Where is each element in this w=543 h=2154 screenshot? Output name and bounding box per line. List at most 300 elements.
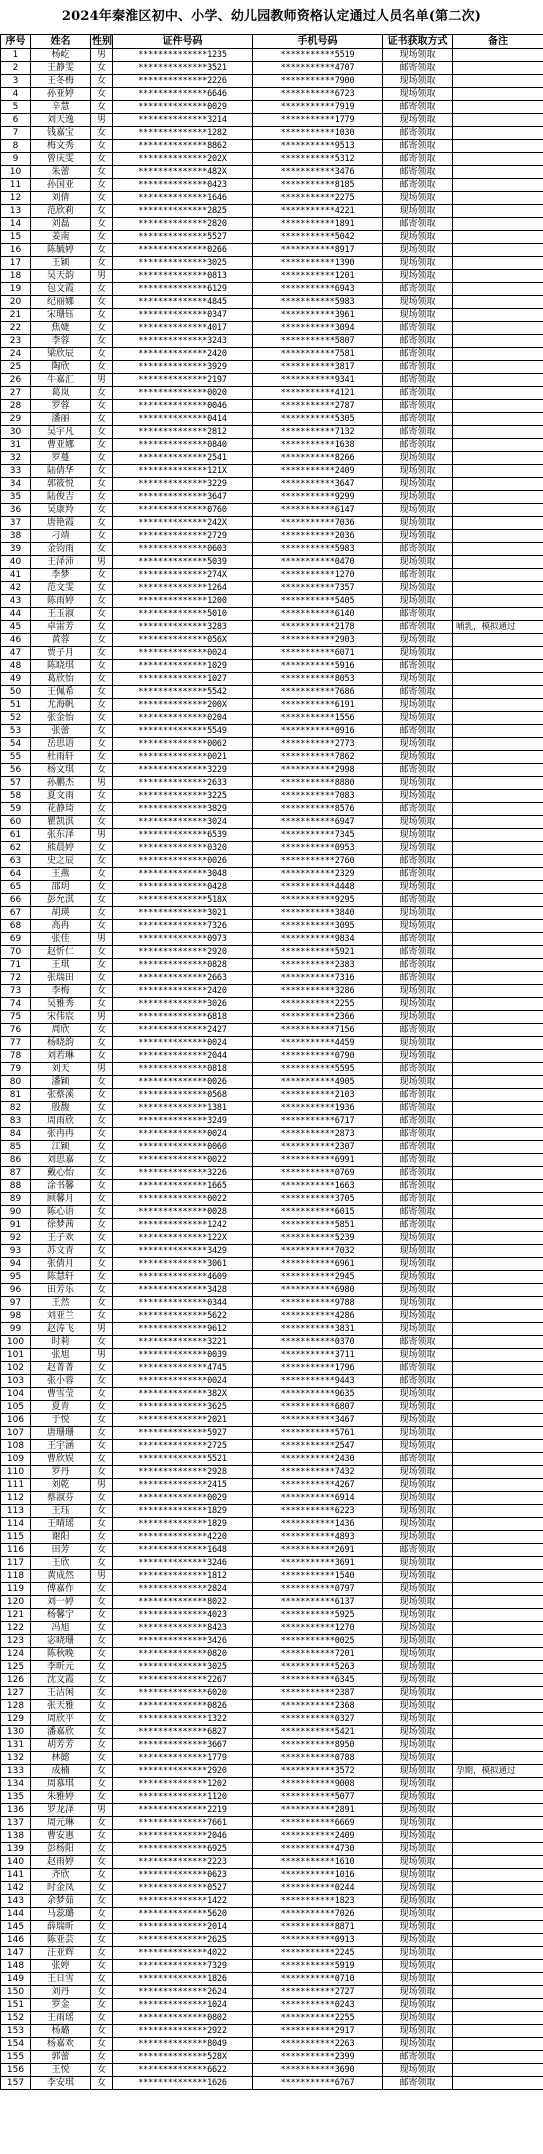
table-row [1, 543, 543, 556]
remarks [453, 387, 543, 400]
id-number: **************0026 [113, 855, 253, 868]
id-number: **************3929 [113, 361, 253, 374]
table-row [1, 1219, 543, 1232]
remarks [453, 1115, 543, 1128]
certificate-method: 现场领取 [383, 1297, 453, 1310]
certificate-method: 现场领取 [383, 1778, 453, 1791]
certificate-method: 现场领取 [383, 270, 453, 283]
row-index: 29 [1, 413, 31, 426]
row-index: 19 [1, 283, 31, 296]
person-name: 李安琪 [31, 2077, 91, 2090]
certificate-method: 现场领取 [383, 2038, 453, 2051]
gender: 女 [91, 1440, 113, 1453]
row-index: 133 [1, 1765, 31, 1778]
row-index: 69 [1, 933, 31, 946]
person-name: 时莉 [31, 1336, 91, 1349]
id-number: **************2046 [113, 1830, 253, 1843]
phone-number: ***********1823 [253, 1895, 383, 1908]
id-number: **************0024 [113, 1037, 253, 1050]
remarks [453, 1830, 543, 1843]
certificate-method: 现场领取 [383, 881, 453, 894]
row-index: 16 [1, 244, 31, 257]
person-name: 张蔡溪 [31, 1089, 91, 1102]
row-index: 31 [1, 439, 31, 452]
person-name: 吴天韵 [31, 270, 91, 283]
person-name: 曹雪莹 [31, 1388, 91, 1401]
gender: 男 [91, 1804, 113, 1817]
table-row [1, 1752, 543, 1765]
remarks [453, 868, 543, 881]
person-name: 尤海帆 [31, 699, 91, 712]
remarks [453, 2012, 543, 2025]
table-row [1, 894, 543, 907]
table-row [1, 1440, 543, 1453]
person-name: 张倩月 [31, 1258, 91, 1271]
phone-number: ***********8266 [253, 452, 383, 465]
row-index: 128 [1, 1700, 31, 1713]
table-row [1, 75, 543, 88]
remarks [453, 1986, 543, 1999]
gender: 女 [91, 1219, 113, 1232]
person-name: 王晴瑶 [31, 1518, 91, 1531]
table-row [1, 1466, 543, 1479]
gender: 女 [91, 1050, 113, 1063]
person-name: 张瑞田 [31, 972, 91, 985]
remarks [453, 322, 543, 335]
remarks [453, 1804, 543, 1817]
gender: 女 [91, 2038, 113, 2051]
certificate-method: 现场领取 [383, 1479, 453, 1492]
phone-number: ***********6147 [253, 504, 383, 517]
remarks [453, 1544, 543, 1557]
id-number: **************7661 [113, 1817, 253, 1830]
certificate-method: 现场领取 [383, 1622, 453, 1635]
row-index: 96 [1, 1284, 31, 1297]
gender: 女 [91, 608, 113, 621]
table-row [1, 764, 543, 777]
id-number: **************4017 [113, 322, 253, 335]
remarks [453, 595, 543, 608]
row-index: 44 [1, 608, 31, 621]
table-row [1, 244, 543, 257]
phone-number: ***********9443 [253, 1375, 383, 1388]
person-name: 宓晓珊 [31, 1635, 91, 1648]
row-index: 49 [1, 673, 31, 686]
table-row [1, 361, 543, 374]
remarks [453, 192, 543, 205]
id-number: **************5542 [113, 686, 253, 699]
row-index: 55 [1, 751, 31, 764]
id-number: **************0026 [113, 1076, 253, 1089]
certificate-method: 现场领取 [383, 582, 453, 595]
phone-number: ***********8185 [253, 179, 383, 192]
gender: 女 [91, 1102, 113, 1115]
gender: 男 [91, 374, 113, 387]
gender: 女 [91, 335, 113, 348]
gender: 女 [91, 1245, 113, 1258]
row-index: 79 [1, 1063, 31, 1076]
gender: 女 [91, 816, 113, 829]
certificate-method: 现场领取 [383, 1869, 453, 1882]
header-row [1, 35, 543, 49]
table-row [1, 1232, 543, 1245]
gender: 女 [91, 517, 113, 530]
gender: 女 [91, 1791, 113, 1804]
certificate-method: 现场领取 [383, 1999, 453, 2012]
person-name: 杨文琪 [31, 764, 91, 777]
table-row [1, 985, 543, 998]
person-name: 林懿 [31, 1752, 91, 1765]
gender: 女 [91, 1141, 113, 1154]
gender: 女 [91, 231, 113, 244]
phone-number: ***********1016 [253, 1869, 383, 1882]
person-name: 宋珊钰 [31, 309, 91, 322]
remarks [453, 920, 543, 933]
gender: 女 [91, 1206, 113, 1219]
id-number: **************0024 [113, 1128, 253, 1141]
row-index: 43 [1, 595, 31, 608]
gender: 女 [91, 894, 113, 907]
certificate-method: 现场领取 [383, 1648, 453, 1661]
table-row [1, 621, 543, 634]
person-name: 周雨欣 [31, 1115, 91, 1128]
certificate-method: 现场领取 [383, 1440, 453, 1453]
certificate-method: 邮寄领取 [383, 140, 453, 153]
remarks [453, 1700, 543, 1713]
phone-number: ***********3711 [253, 1349, 383, 1362]
table-row [1, 1960, 543, 1973]
person-name: 苏文青 [31, 1245, 91, 1258]
row-index: 80 [1, 1076, 31, 1089]
row-index: 124 [1, 1648, 31, 1661]
remarks [453, 1531, 543, 1544]
person-name: 杨璐 [31, 2025, 91, 2038]
certificate-method: 现场领取 [383, 1271, 453, 1284]
certificate-method: 现场领取 [383, 1414, 453, 1427]
certificate-method: 邮寄领取 [383, 1167, 453, 1180]
row-index: 5 [1, 101, 31, 114]
phone-number: ***********6345 [253, 1674, 383, 1687]
certificate-method: 现场领取 [383, 1830, 453, 1843]
phone-number: ***********5983 [253, 543, 383, 556]
phone-number: ***********0953 [253, 842, 383, 855]
certificate-method: 邮寄领取 [383, 1180, 453, 1193]
phone-number: ***********2387 [253, 1687, 383, 1700]
person-name: 葛岚 [31, 387, 91, 400]
table-row [1, 1882, 543, 1895]
id-number: **************3229 [113, 478, 253, 491]
row-index: 30 [1, 426, 31, 439]
remarks [453, 1427, 543, 1440]
certificate-method: 邮寄领取 [383, 1115, 453, 1128]
gender: 女 [91, 764, 113, 777]
row-index: 2 [1, 62, 31, 75]
row-index: 66 [1, 894, 31, 907]
person-name: 时金凤 [31, 1882, 91, 1895]
phone-number: ***********2263 [253, 2038, 383, 2051]
gender: 女 [91, 1726, 113, 1739]
row-index: 50 [1, 686, 31, 699]
certificate-method: 现场领取 [383, 88, 453, 101]
row-index: 110 [1, 1466, 31, 1479]
id-number: **************2226 [113, 75, 253, 88]
person-name: 孙亚婷 [31, 88, 91, 101]
table-row [1, 1336, 543, 1349]
phone-number: ***********2368 [253, 1700, 383, 1713]
person-name: 辛慧 [31, 101, 91, 114]
column-header-index: 序号 [1, 35, 31, 49]
phone-number: ***********5761 [253, 1427, 383, 1440]
phone-number: ***********7357 [253, 582, 383, 595]
certificate-method: 现场领取 [383, 504, 453, 517]
certificate-method: 邮寄领取 [383, 1193, 453, 1206]
row-index: 95 [1, 1271, 31, 1284]
person-name: 陈心语 [31, 1206, 91, 1219]
certificate-method: 现场领取 [383, 1661, 453, 1674]
table-row [1, 1622, 543, 1635]
certificate-method: 现场领取 [383, 465, 453, 478]
row-index: 140 [1, 1856, 31, 1869]
person-name: 周元琳 [31, 1817, 91, 1830]
phone-number: ***********5925 [253, 1609, 383, 1622]
table-row [1, 348, 543, 361]
person-name: 周慕琪 [31, 1778, 91, 1791]
certificate-method: 现场领取 [383, 1284, 453, 1297]
table-row [1, 517, 543, 530]
gender: 男 [91, 556, 113, 569]
row-index: 4 [1, 88, 31, 101]
remarks [453, 2051, 543, 2064]
certificate-method: 现场领取 [383, 1557, 453, 1570]
table-row [1, 1193, 543, 1206]
person-name: 张冉冉 [31, 1128, 91, 1141]
gender: 女 [91, 348, 113, 361]
id-number: **************3026 [113, 998, 253, 1011]
id-number: **************0623 [113, 1869, 253, 1882]
phone-number: ***********0025 [253, 1635, 383, 1648]
phone-number: ***********2399 [253, 2051, 383, 2064]
phone-number: ***********3831 [253, 1323, 383, 1336]
id-number: **************8862 [113, 140, 253, 153]
id-number: **************0204 [113, 712, 253, 725]
phone-number: ***********5983 [253, 296, 383, 309]
gender: 女 [91, 1167, 113, 1180]
certificate-method: 现场领取 [383, 1466, 453, 1479]
person-name: 郭筱悦 [31, 478, 91, 491]
id-number: **************122X [113, 1232, 253, 1245]
gender: 女 [91, 218, 113, 231]
gender: 女 [91, 244, 113, 257]
row-index: 112 [1, 1492, 31, 1505]
row-index: 132 [1, 1752, 31, 1765]
id-number: **************4220 [113, 1531, 253, 1544]
certificate-method: 现场领取 [383, 192, 453, 205]
id-number: **************8423 [113, 1622, 253, 1635]
remarks [453, 244, 543, 257]
phone-number: ***********2998 [253, 764, 383, 777]
phone-number: ***********9513 [253, 140, 383, 153]
certificate-method: 邮寄领取 [383, 101, 453, 114]
table-row [1, 998, 543, 1011]
id-number: **************3667 [113, 1739, 253, 1752]
table-row [1, 1297, 543, 1310]
table-row [1, 2051, 543, 2064]
table-row [1, 1453, 543, 1466]
phone-number: ***********2945 [253, 1271, 383, 1284]
id-number: **************0820 [113, 1648, 253, 1661]
row-index: 23 [1, 335, 31, 348]
row-index: 56 [1, 764, 31, 777]
phone-number: ***********1390 [253, 257, 383, 270]
phone-number: ***********6767 [253, 2077, 383, 2090]
table-row [1, 1349, 543, 1362]
phone-number: ***********8917 [253, 244, 383, 257]
gender: 女 [91, 569, 113, 582]
id-number: **************0826 [113, 1700, 253, 1713]
row-index: 52 [1, 712, 31, 725]
remarks [453, 1674, 543, 1687]
phone-number: ***********8950 [253, 1739, 383, 1752]
person-name: 唐珊珊 [31, 1427, 91, 1440]
gender: 女 [91, 400, 113, 413]
row-index: 146 [1, 1934, 31, 1947]
table-row [1, 1310, 543, 1323]
person-name: 王雨瑶 [31, 2012, 91, 2025]
remarks [453, 127, 543, 140]
gender: 女 [91, 1284, 113, 1297]
phone-number: ***********5807 [253, 335, 383, 348]
gender: 女 [91, 1960, 113, 1973]
row-index: 121 [1, 1609, 31, 1622]
phone-number: ***********9341 [253, 374, 383, 387]
phone-number: ***********3094 [253, 322, 383, 335]
remarks [453, 699, 543, 712]
table-row [1, 166, 543, 179]
gender: 女 [91, 621, 113, 634]
table-row [1, 504, 543, 517]
phone-number: ***********5305 [253, 413, 383, 426]
id-number: **************242X [113, 517, 253, 530]
person-name: 于悦 [31, 1414, 91, 1427]
person-name: 罗蔓 [31, 452, 91, 465]
certificate-method: 邮寄领取 [383, 283, 453, 296]
table-row [1, 231, 543, 244]
person-name: 曹欣娱 [31, 1453, 91, 1466]
phone-number: ***********5239 [253, 1232, 383, 1245]
remarks [453, 907, 543, 920]
phone-number: ***********6947 [253, 816, 383, 829]
certificate-method: 现场领取 [383, 673, 453, 686]
remarks [453, 205, 543, 218]
remarks [453, 1869, 543, 1882]
row-index: 157 [1, 2077, 31, 2090]
id-number: **************2021 [113, 1414, 253, 1427]
certificate-method: 邮寄领取 [383, 322, 453, 335]
table-row [1, 1323, 543, 1336]
id-number: **************1024 [113, 1999, 253, 2012]
id-number: **************0813 [113, 270, 253, 283]
id-number: **************8022 [113, 1596, 253, 1609]
phone-number: ***********0370 [253, 1336, 383, 1349]
row-index: 1 [1, 49, 31, 62]
row-index: 28 [1, 400, 31, 413]
table-header [1, 35, 543, 49]
gender: 女 [91, 1778, 113, 1791]
certificate-method: 现场领取 [383, 1492, 453, 1505]
row-index: 63 [1, 855, 31, 868]
phone-number: ***********1540 [253, 1570, 383, 1583]
person-name: 熊晨婷 [31, 842, 91, 855]
id-number: **************5521 [113, 1453, 253, 1466]
gender: 女 [91, 1830, 113, 1843]
row-index: 122 [1, 1622, 31, 1635]
row-index: 33 [1, 465, 31, 478]
gender: 女 [91, 452, 113, 465]
table-row [1, 855, 543, 868]
id-number: **************200X [113, 699, 253, 712]
row-index: 18 [1, 270, 31, 283]
person-name: 纪丽娜 [31, 296, 91, 309]
person-name: 胡瑛 [31, 907, 91, 920]
table-row [1, 1115, 543, 1128]
gender: 女 [91, 1713, 113, 1726]
person-name: 杨晓韵 [31, 1037, 91, 1050]
gender: 女 [91, 868, 113, 881]
person-name: 张旭 [31, 1349, 91, 1362]
table-row [1, 491, 543, 504]
id-number: **************2922 [113, 2025, 253, 2038]
gender: 女 [91, 1986, 113, 1999]
id-number: **************1027 [113, 673, 253, 686]
certificate-method: 现场领取 [383, 1609, 453, 1622]
id-number: **************4609 [113, 1271, 253, 1284]
person-name: 吴康羚 [31, 504, 91, 517]
certificate-method: 现场领取 [383, 296, 453, 309]
certificate-method: 邮寄领取 [383, 374, 453, 387]
row-index: 117 [1, 1557, 31, 1570]
id-number: **************0021 [113, 751, 253, 764]
remarks [453, 1817, 543, 1830]
person-name: 陈亚芸 [31, 1934, 91, 1947]
person-name: 王琪 [31, 959, 91, 972]
person-name: 贾子月 [31, 647, 91, 660]
id-number: **************8049 [113, 2038, 253, 2051]
certificate-method: 邮寄领取 [383, 166, 453, 179]
certificate-method: 现场领取 [383, 1739, 453, 1752]
gender: 女 [91, 1648, 113, 1661]
person-name: 王玉淑 [31, 608, 91, 621]
phone-number: ***********2727 [253, 1986, 383, 1999]
id-number: **************1235 [113, 49, 253, 62]
gender: 女 [91, 1895, 113, 1908]
table-row [1, 1804, 543, 1817]
row-index: 74 [1, 998, 31, 1011]
certificate-method: 邮寄领取 [383, 179, 453, 192]
table-row [1, 1284, 543, 1297]
row-index: 93 [1, 1245, 31, 1258]
certificate-method: 邮寄领取 [383, 868, 453, 881]
table-row [1, 426, 543, 439]
remarks [453, 426, 543, 439]
id-number: **************0603 [113, 543, 253, 556]
remarks [453, 881, 543, 894]
table-row [1, 322, 543, 335]
gender: 女 [91, 1466, 113, 1479]
gender: 女 [91, 959, 113, 972]
phone-number: ***********6669 [253, 1817, 383, 1830]
gender: 女 [91, 1401, 113, 1414]
remarks [453, 1739, 543, 1752]
